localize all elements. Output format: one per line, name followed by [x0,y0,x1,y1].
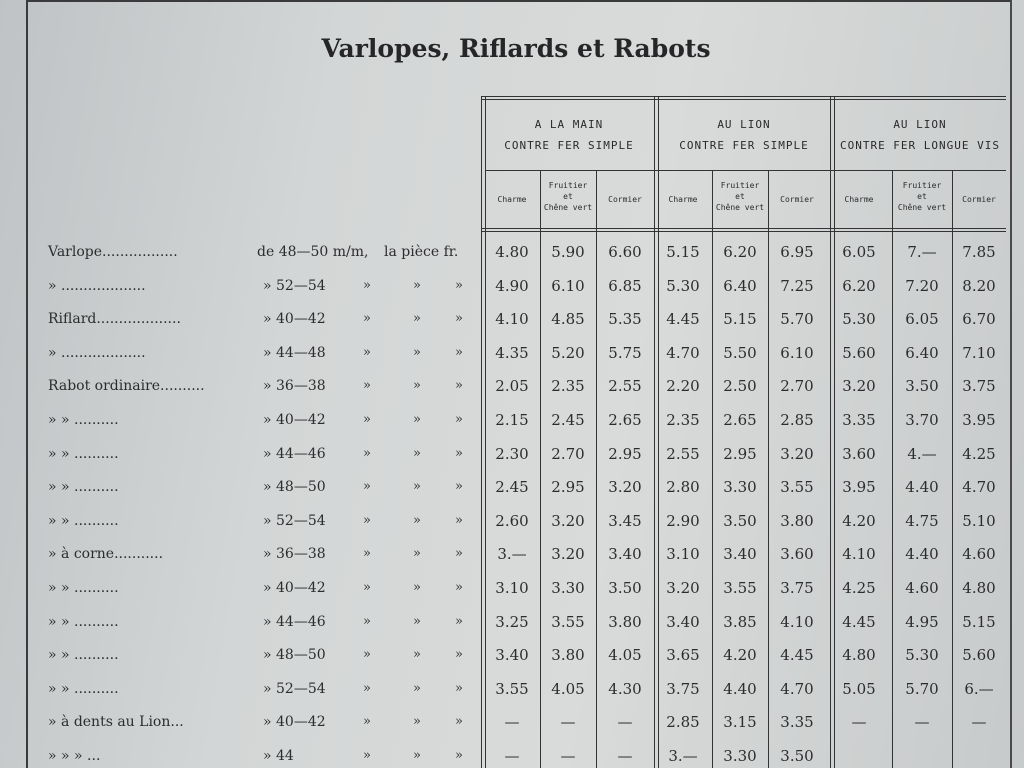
price-cell: 6.60 [608,243,642,261]
ditto-mark: » [413,714,421,730]
price-cell: 3.15 [723,713,757,732]
price-cell: 7.20 [905,276,939,295]
price-cell: 2.90 [666,511,700,530]
row-dimension: » 44—48 [263,344,326,361]
price-cell: 3.55 [495,679,529,698]
price-cell: 5.15 [723,310,757,329]
price-cell: 2.35 [551,377,585,396]
price-cell: 6.95 [780,243,814,261]
price-cell: 3.75 [666,679,700,698]
price-cell: 4.60 [905,579,939,597]
price-cell: 3.— [497,545,527,564]
price-cell: 3.20 [666,579,700,597]
price-cell: 3.95 [842,478,876,497]
price-cell: 5.90 [551,243,585,261]
table-top-rule-inner [481,99,1006,100]
price-cell: 3.95 [962,411,996,429]
row-label: » » .......... [48,580,119,596]
row-label: » ................... [48,344,146,361]
ditto-mark: » [413,647,421,663]
price-cell: 2.50 [723,377,757,396]
ditto-mark: » [455,613,463,629]
ditto-mark: » [413,580,421,595]
price-cell: 4.40 [905,478,939,497]
price-cell: 2.65 [608,411,642,429]
price-cell: 4.45 [842,612,876,631]
ditto-mark: » [363,512,371,528]
row-dimension: » 40—42 [263,580,326,596]
price-cell: 4.80 [842,646,876,665]
row-label: » » .......... [48,479,119,496]
price-cell: 4.80 [495,243,529,261]
group-header-rule [485,170,1006,171]
price-cell: 3.30 [723,747,757,765]
row-dimension: » 48—50 [263,647,326,664]
price-cell: 3.55 [780,478,814,497]
price-cell: 4.95 [905,612,939,631]
price-cell: — [971,713,987,732]
price-cell: 3.85 [723,612,757,631]
price-cell: 2.30 [495,444,529,463]
price-cell: 3.40 [666,612,700,631]
price-cell: 3.55 [723,579,757,597]
price-cell: 5.30 [842,310,876,329]
price-cell: 4.30 [608,679,642,698]
wood-heading: Cormier [780,195,814,204]
row-dimension: » 40—42 [263,311,326,328]
ditto-mark: » [363,580,371,595]
row-label: » » .......... [48,412,119,428]
ditto-mark: » [413,378,421,394]
price-cell: 5.15 [666,243,700,261]
price-cell: 6.05 [842,243,876,261]
price-cell: 7.25 [780,276,814,295]
ditto-mark: » [455,311,463,327]
price-cell: 3.80 [780,511,814,530]
price-cell: 4.70 [780,679,814,698]
price-cell: 6.10 [780,343,814,362]
wood-heading: et [917,192,927,201]
price-cell: 3.75 [962,377,996,396]
price-cell: 3.30 [723,478,757,497]
wood-heading: Chêne vert [715,203,765,212]
row-label: » ................... [48,277,146,294]
row-label: » » .......... [48,613,119,630]
right-border-rule [1010,0,1012,768]
table-top-rule [481,96,1006,97]
wood-heading: Charme [844,195,874,204]
price-cell: 2.05 [495,377,529,396]
price-cell: 6.10 [551,276,585,295]
price-cell: 3.40 [608,545,642,564]
price-cell: 6.40 [905,343,939,362]
price-cell: 4.60 [962,545,996,564]
group-heading-line2: CONTRE FER LONGUE VIS [839,139,1001,152]
ditto-mark: » [455,680,463,696]
price-cell: 3.70 [905,411,939,429]
price-cell: 3.50 [905,377,939,396]
price-cell: 4.90 [495,276,529,295]
group-heading-line1: AU LION [893,118,947,131]
ditto-mark: » [363,647,371,663]
price-cell: 6.— [964,679,994,698]
price-cell: — [617,747,633,765]
price-cell: 3.— [668,747,698,765]
ditto-mark: » [455,479,463,495]
price-cell: 5.70 [780,310,814,329]
price-cell: 5.70 [905,679,939,698]
price-cell: 5.35 [608,310,642,329]
wood-heading: et [563,192,573,201]
ditto-mark: » [413,748,421,763]
ditto-mark: » [363,479,371,495]
price-cell: 4.45 [780,646,814,665]
price-cell: 3.20 [551,545,585,564]
price-cell: 2.80 [666,478,700,497]
price-cell: — [851,713,867,732]
price-cell: 3.20 [780,444,814,463]
price-cell: 2.45 [551,411,585,429]
price-cell: 4.70 [962,478,996,497]
price-cell: 7.85 [962,243,996,261]
wood-heading: Chêne vert [543,203,593,212]
price-cell: 5.75 [608,343,642,362]
price-cell: 3.35 [842,411,876,429]
price-cell: 3.20 [551,511,585,530]
group-heading-line2: CONTRE FER SIMPLE [679,139,809,152]
row-dimension: de 48—50 m/m, [257,244,369,260]
price-cell: 3.25 [495,612,529,631]
price-cell: 2.95 [723,444,757,463]
ditto-mark: » [455,512,463,528]
price-cell: 2.55 [666,444,700,463]
row-label: » » .......... [48,512,119,529]
wood-heading: Fruitier [720,181,760,190]
price-cell: 4.20 [723,646,757,665]
price-cell: 3.60 [842,444,876,463]
price-cell: 3.40 [723,545,757,564]
ditto-mark: » [455,412,463,427]
price-cell: 3.60 [780,545,814,564]
ditto-mark: » [363,277,371,293]
price-cell: 4.85 [551,310,585,329]
price-cell: 6.05 [905,310,939,329]
price-cell: 4.40 [723,679,757,698]
price-cell: 4.70 [666,343,700,362]
price-cell: 2.20 [666,377,700,396]
wood-heading: Chêne vert [897,203,947,212]
price-cell: — [914,713,930,732]
price-cell: 2.70 [551,444,585,463]
price-cell: 3.10 [495,579,529,597]
table-left-rule [481,96,482,768]
ditto-mark: » [413,479,421,495]
ditto-mark: » [363,412,371,427]
price-cell: 6.70 [962,310,996,329]
price-cell: — [560,747,576,765]
price-cell: 7.10 [962,343,996,362]
price-cell: 4.10 [842,545,876,564]
price-cell: 2.85 [780,411,814,429]
wood-heading: Cormier [962,195,996,204]
row-dimension: » 52—54 [263,512,326,529]
price-cell: 3.20 [608,478,642,497]
price-cell: 2.85 [666,713,700,732]
price-cell: 4.05 [551,679,585,698]
price-cell: 6.85 [608,276,642,295]
row-label: » » .......... [48,647,119,664]
ditto-mark: » [413,512,421,528]
ditto-mark: » [455,647,463,663]
row-dimension: » 44—46 [263,613,326,630]
price-cell: 3.10 [666,545,700,564]
ditto-mark: » [363,613,371,629]
wood-heading: et [735,192,745,201]
price-cell: 5.20 [551,343,585,362]
group-heading-line1: A LA MAIN [534,118,604,131]
row-label: Rabot ordinaire.......... [48,378,205,395]
page-title: Varlopes, Riflards et Rabots [321,34,711,63]
price-cell: 2.35 [666,411,700,429]
ditto-mark: » [363,680,371,696]
price-cell: 3.80 [551,646,585,665]
price-cell: 3.35 [780,713,814,732]
price-cell: 5.15 [962,612,996,631]
price-cell: 5.10 [962,511,996,530]
ditto-mark: » [455,714,463,730]
top-border-rule [28,0,1012,2]
ditto-mark: » [363,445,371,461]
price-cell: 4.40 [905,545,939,564]
header-bottom-rule-inner [481,231,1006,232]
price-cell: 2.70 [780,377,814,396]
price-cell: 4.05 [608,646,642,665]
wood-heading: Charme [497,195,527,204]
wood-heading: Fruitier [902,181,942,190]
ditto-mark: » [413,412,421,427]
price-cell: 3.80 [608,612,642,631]
price-cell: 3.20 [842,377,876,396]
ditto-mark: » [413,344,421,360]
price-cell: 4.35 [495,343,529,362]
ditto-mark: » [413,546,421,562]
price-cell: 3.55 [551,612,585,631]
price-cell: 8.20 [962,276,996,295]
price-cell: 2.60 [495,511,529,530]
ditto-mark: » [455,344,463,360]
group-heading-line2: CONTRE FER SIMPLE [504,139,634,152]
price-cell: 5.30 [905,646,939,665]
ditto-mark: » [363,311,371,327]
ditto-mark: » [413,680,421,696]
ditto-mark: » [413,311,421,327]
row-label: » » .......... [48,680,119,697]
ditto-mark: » [413,277,421,293]
ditto-mark: » [455,445,463,461]
price-cell: 7.— [907,243,937,261]
price-cell: 4.10 [780,612,814,631]
group-heading-line1: AU LION [717,118,771,131]
price-cell: — [504,713,520,732]
left-border-rule [26,0,28,768]
wood-heading: Charme [668,195,698,204]
price-cell: 3.40 [495,646,529,665]
wood-heading: Cormier [608,195,642,204]
price-cell: 2.45 [495,478,529,497]
price-cell: 5.30 [666,276,700,295]
row-dimension: » 52—54 [263,277,326,294]
row-dimension: » 52—54 [263,680,326,697]
price-cell: 5.50 [723,343,757,362]
price-cell: 3.50 [608,579,642,597]
price-cell: — [504,747,520,765]
price-cell: 4.25 [962,444,996,463]
ditto-mark: » [363,344,371,360]
header-bottom-rule [481,228,1006,229]
row-dimension: » 40—42 [263,412,326,428]
price-cell: 6.20 [723,243,757,261]
price-cell: 2.15 [495,411,529,429]
price-cell: 2.55 [608,377,642,396]
ditto-mark: » [413,613,421,629]
ditto-mark: » [455,748,463,763]
ditto-mark: » [363,748,371,763]
price-cell: 2.95 [608,444,642,463]
price-cell: 3.50 [723,511,757,530]
ditto-mark: » [455,546,463,562]
price-cell: 5.60 [842,343,876,362]
price-cell: 3.45 [608,511,642,530]
price-cell: 3.50 [780,747,814,765]
price-cell: 4.10 [495,310,529,329]
ditto-mark: » [455,277,463,293]
unit-label: la pièce fr. [384,244,459,260]
price-cell: 6.40 [723,276,757,295]
ditto-mark: » [363,378,371,394]
row-label: » » » ... [48,748,101,764]
row-label: » à dents au Lion... [48,714,184,731]
price-cell: 5.60 [962,646,996,665]
row-label: Riflard................... [48,311,181,328]
ditto-mark: » [363,714,371,730]
price-cell: 2.65 [723,411,757,429]
price-cell: 4.— [907,444,937,463]
row-dimension: » 36—38 [263,546,326,563]
price-cell: — [617,713,633,732]
ditto-mark: » [455,378,463,394]
row-dimension: » 44 [263,748,294,764]
price-cell: 2.95 [551,478,585,497]
row-label: » à corne........... [48,546,164,563]
ditto-mark: » [455,580,463,595]
price-cell: 3.75 [780,579,814,597]
price-cell: 5.05 [842,679,876,698]
row-label: Varlope................. [48,244,178,260]
price-cell: 4.45 [666,310,700,329]
price-cell: 6.20 [842,276,876,295]
wood-heading: Fruitier [548,181,588,190]
price-cell: 4.75 [905,511,939,530]
ditto-mark: » [363,546,371,562]
row-label: » » .......... [48,445,119,462]
row-dimension: » 44—46 [263,445,326,462]
row-dimension: » 40—42 [263,714,326,731]
ditto-mark: » [413,445,421,461]
row-dimension: » 36—38 [263,378,326,395]
price-cell: — [560,713,576,732]
price-cell: 4.25 [842,579,876,597]
row-dimension: » 48—50 [263,479,326,496]
price-cell: 3.65 [666,646,700,665]
price-cell: 3.30 [551,579,585,597]
price-cell: 4.20 [842,511,876,530]
price-cell: 4.80 [962,579,996,597]
